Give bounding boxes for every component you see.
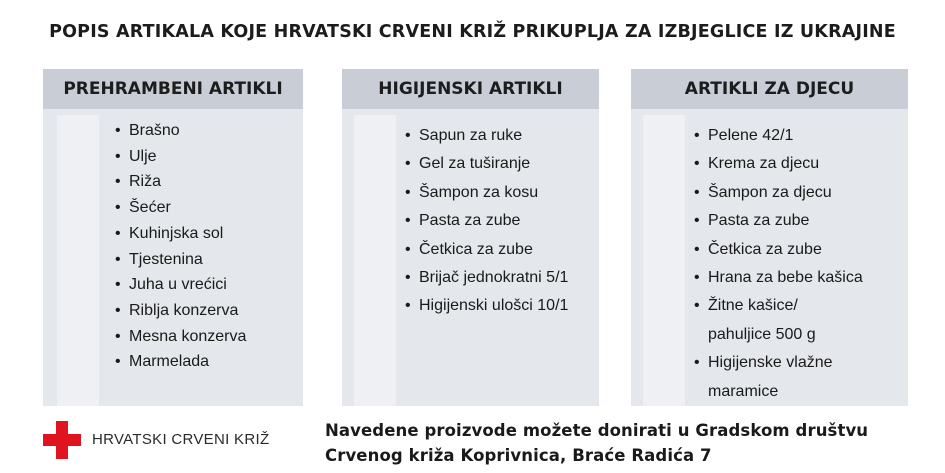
list-item: • Četkica za zube — [405, 236, 568, 264]
item-list-hygiene — [405, 122, 568, 321]
column-body-food — [43, 109, 303, 406]
list-item: • Brašno — [115, 118, 246, 144]
list-item: • Mesna konzerva — [115, 324, 246, 350]
column-header-hygiene: HIGIJENSKI ARTIKLI — [342, 69, 599, 109]
donation-notice-line: Crvenog križa Koprivnica, Braće Radića 7 — [325, 446, 712, 465]
list-item: • Sapun za ruke — [405, 122, 568, 150]
list-item-continuation: pahuljice 500 g — [708, 325, 816, 343]
column-stripe — [643, 115, 685, 406]
list-item: • Kuhinjska sol — [115, 221, 246, 247]
donation-notice-line: Navedene proizvode možete donirati u Gradskom društvu — [325, 421, 869, 440]
list-item: • Higijenske vlažne — [694, 349, 863, 377]
column-children-items — [631, 69, 908, 406]
list-item: • Riblja konzerva — [115, 298, 246, 324]
page-title: POPIS ARTIKALA KOJE HRVATSKI CRVENI KRIŽ PRIKUPLJA ZA IZBJEGLICE IZ UKRAJINE — [49, 22, 896, 42]
item-list-children — [694, 122, 863, 406]
list-item: • Juha u vrećici — [115, 272, 246, 298]
donation-notice — [325, 418, 868, 468]
column-hygiene-items — [342, 69, 599, 406]
list-item: • Žitne kašice/ — [694, 292, 863, 320]
list-item: • Pasta za zube — [405, 207, 568, 235]
list-item: • Pelene 42/1 — [694, 122, 863, 150]
list-item: • Tjestenina — [115, 247, 246, 273]
list-item: • Šampon za kosu — [405, 179, 568, 207]
red-cross-logo-icon — [43, 421, 81, 459]
list-item: • Ulje — [115, 144, 246, 170]
list-item-continuation: maramice — [708, 382, 779, 400]
list-item: • Riža — [115, 169, 246, 195]
column-header-children: ARTIKLI ZA DJECU — [631, 69, 908, 109]
list-item: • Četkica za zube — [694, 236, 863, 264]
column-stripe — [354, 115, 396, 406]
column-stripe — [57, 115, 99, 406]
column-header-food: PREHRAMBENI ARTIKLI — [43, 69, 303, 109]
list-item: • Higijenski ulošci 10/1 — [405, 292, 568, 320]
list-item: • Pasta za zube — [694, 207, 863, 235]
list-item: • Šampon za djecu — [694, 179, 863, 207]
list-item: • Marmelada — [115, 349, 246, 375]
item-list-food — [115, 118, 246, 375]
column-food-items — [43, 69, 303, 406]
list-item: • Šećer — [115, 195, 246, 221]
list-item: • Hrana za bebe kašica — [694, 264, 863, 292]
list-item: • Gel za tuširanje — [405, 150, 568, 178]
list-item: • Krema za djecu — [694, 150, 863, 178]
organization-name: HRVATSKI CRVENI KRIŽ — [92, 431, 270, 448]
column-body-children — [631, 109, 908, 406]
column-body-hygiene — [342, 109, 599, 406]
list-item: • Brijač jednokratni 5/1 — [405, 264, 568, 292]
